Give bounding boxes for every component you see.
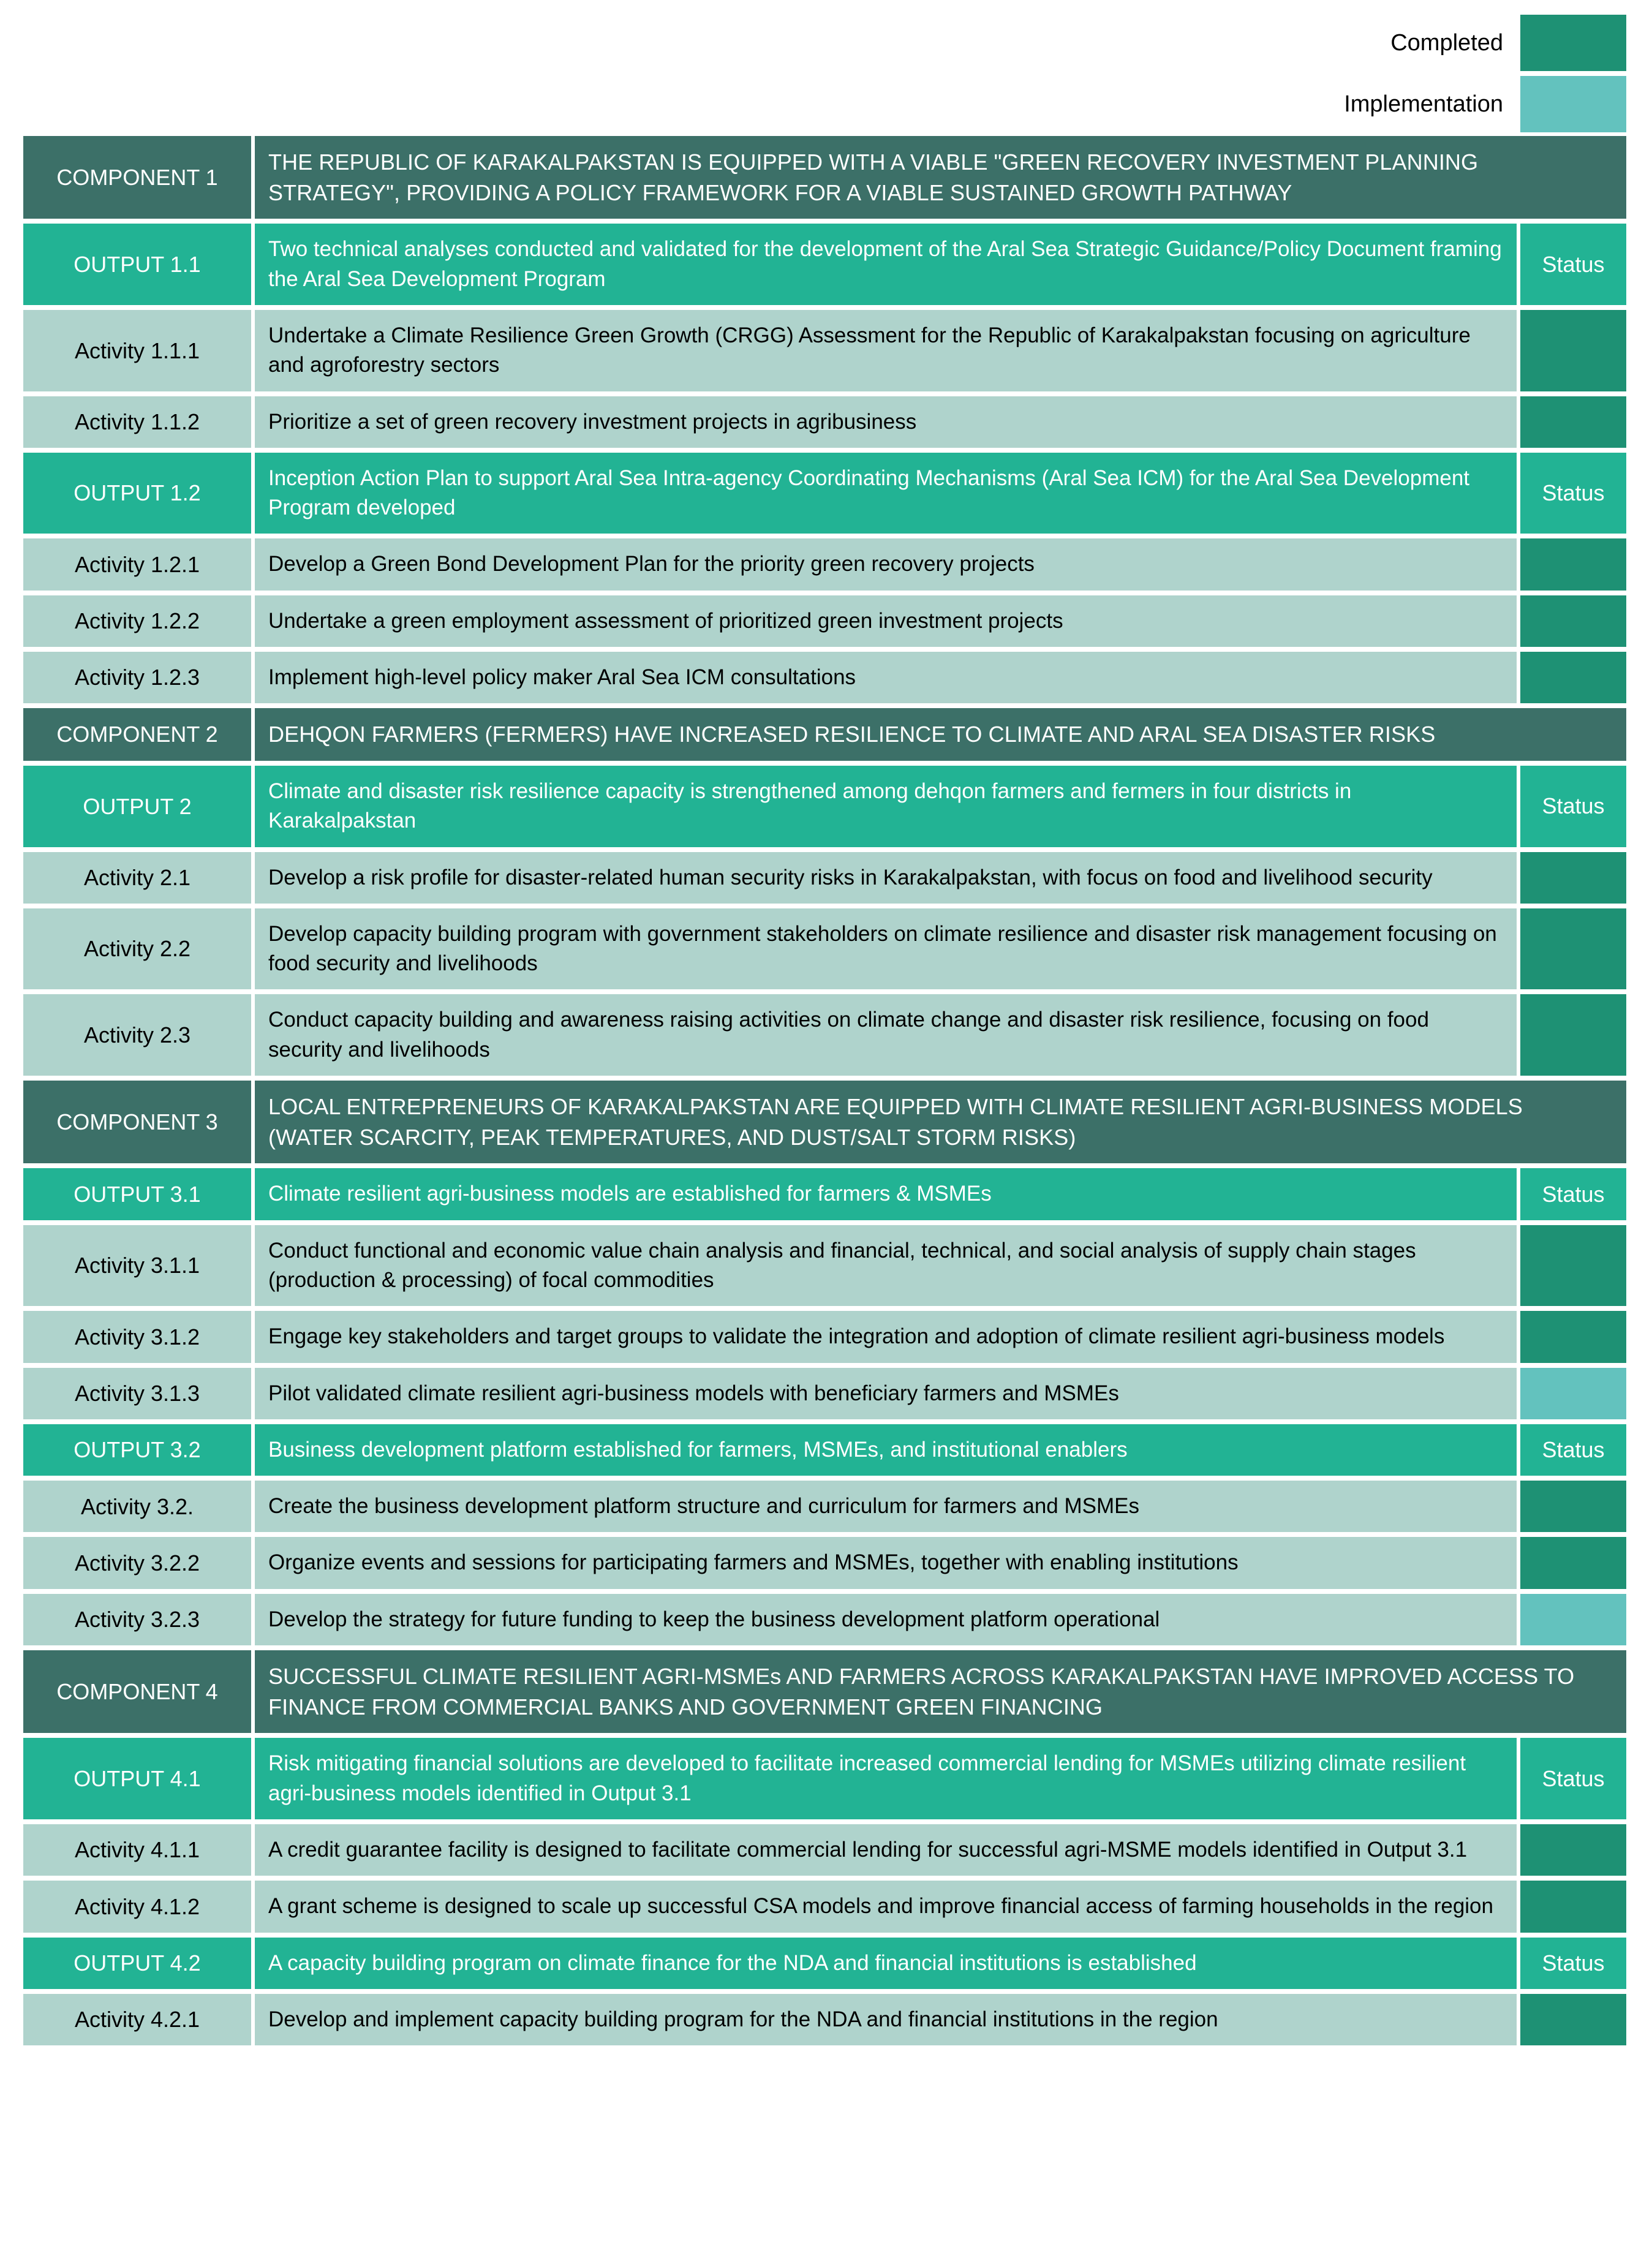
- table-row: [23, 538, 1626, 590]
- component-label-cell: COMPONENT 1: [23, 136, 251, 219]
- legend-item-completed: [0, 12, 1626, 74]
- legend-swatch-completed: [1520, 15, 1626, 71]
- component-description-cell: THE REPUBLIC OF KARAKALPAKSTAN IS EQUIPPED WITH A VIABLE "GREEN RECOVERY INVESTMENT PLANNING STRATEGY", PROVIDING A POLICY FRAMEWORK FOR A VIABLE SUSTAINED GROWTH PATHWAY: [255, 136, 1626, 219]
- table-row: [23, 994, 1626, 1076]
- output-description-cell: Two technical analyses conducted and validated for the development of the Aral Sea Strategic Guidance/Policy Document framing the Aral Sea Development Program: [255, 224, 1517, 305]
- results-framework-table: [23, 136, 1626, 2050]
- activity-description-cell: Develop the strategy for future funding to keep the business development platform operational: [255, 1594, 1517, 1645]
- activity-label-cell: Activity 3.2.2: [23, 1537, 251, 1588]
- activity-label-cell: Activity 2.1: [23, 852, 251, 904]
- status-badge: [1520, 1311, 1626, 1362]
- activity-description-cell: A grant scheme is designed to scale up successful CSA models and improve financial access of farming households in the region: [255, 1881, 1517, 1932]
- status-legend: [0, 0, 1626, 135]
- output-label-cell: OUTPUT 4.2: [23, 1938, 251, 1989]
- activity-label-cell: Activity 4.1.2: [23, 1881, 251, 1932]
- status-badge: [1520, 1225, 1626, 1307]
- output-description-cell: Climate resilient agri-business models are established for farmers & MSMEs: [255, 1168, 1517, 1220]
- component-description-cell: DEHQON FARMERS (FERMERS) HAVE INCREASED RESILIENCE TO CLIMATE AND ARAL SEA DISASTER RISKS: [255, 708, 1626, 761]
- activity-label-cell: Activity 3.2.3: [23, 1594, 251, 1645]
- status-badge: [1520, 1537, 1626, 1588]
- table-row: [23, 1481, 1626, 1532]
- activity-description-cell: Prioritize a set of green recovery investment projects in agribusiness: [255, 396, 1517, 448]
- activity-label-cell: Activity 4.2.1: [23, 1994, 251, 2045]
- status-badge: [1520, 396, 1626, 448]
- table-row: [23, 908, 1626, 990]
- table-row: [23, 1537, 1626, 1588]
- table-row: [23, 595, 1626, 647]
- status-badge: [1520, 538, 1626, 590]
- table-row: [23, 1168, 1626, 1220]
- activity-label-cell: Activity 3.2.: [23, 1481, 251, 1532]
- activity-description-cell: Develop a Green Bond Development Plan for the priority green recovery projects: [255, 538, 1517, 590]
- table-row: [23, 136, 1626, 219]
- activity-description-cell: Pilot validated climate resilient agri-business models with beneficiary farmers and MSMEs: [255, 1368, 1517, 1419]
- status-badge: [1520, 852, 1626, 904]
- table-row: [23, 708, 1626, 761]
- output-description-cell: A capacity building program on climate finance for the NDA and financial institutions is established: [255, 1938, 1517, 1989]
- activity-label-cell: Activity 1.2.2: [23, 595, 251, 647]
- activity-label-cell: Activity 2.3: [23, 994, 251, 1076]
- table-row: [23, 1738, 1626, 1819]
- table-row: [23, 396, 1626, 448]
- status-badge: [1520, 595, 1626, 647]
- activity-description-cell: Create the business development platform structure and curriculum for farmers and MSMEs: [255, 1481, 1517, 1532]
- status-header-cell: Status: [1520, 1424, 1626, 1476]
- activity-label-cell: Activity 1.1.2: [23, 396, 251, 448]
- output-description-cell: Business development platform established for farmers, MSMEs, and institutional enablers: [255, 1424, 1517, 1476]
- activity-description-cell: Develop capacity building program with government stakeholders on climate resilience and disaster risk management focusing on food security and livelihoods: [255, 908, 1517, 990]
- legend-label-completed: Completed: [1390, 30, 1503, 56]
- component-description-cell: LOCAL ENTREPRENEURS OF KARAKALPAKSTAN ARE EQUIPPED WITH CLIMATE RESILIENT AGRI-BUSINESS MODELS (WATER SCARCITY, PEAK TEMPERATURES, AND DUST/SALT STORM RISKS): [255, 1081, 1626, 1163]
- status-badge: [1520, 1594, 1626, 1645]
- status-badge: [1520, 908, 1626, 990]
- table-row: [23, 1650, 1626, 1733]
- activity-label-cell: Activity 1.2.3: [23, 652, 251, 703]
- status-header-cell: Status: [1520, 1738, 1626, 1819]
- output-label-cell: OUTPUT 4.1: [23, 1738, 251, 1819]
- activity-label-cell: Activity 3.1.1: [23, 1225, 251, 1307]
- table-row: [23, 453, 1626, 534]
- status-badge: [1520, 1994, 1626, 2045]
- output-label-cell: OUTPUT 2: [23, 766, 251, 847]
- status-header-cell: Status: [1520, 766, 1626, 847]
- table-row: [23, 224, 1626, 305]
- table-row: [23, 1881, 1626, 1932]
- status-badge: [1520, 310, 1626, 391]
- component-label-cell: COMPONENT 2: [23, 708, 251, 761]
- status-badge: [1520, 994, 1626, 1076]
- activity-description-cell: Implement high-level policy maker Aral Sea ICM consultations: [255, 652, 1517, 703]
- status-badge: [1520, 1368, 1626, 1419]
- table-row: [23, 1824, 1626, 1876]
- output-label-cell: OUTPUT 1.1: [23, 224, 251, 305]
- activity-description-cell: Develop and implement capacity building program for the NDA and financial institutions in the region: [255, 1994, 1517, 2045]
- legend-swatch-implementation: [1520, 76, 1626, 132]
- activity-label-cell: Activity 3.1.3: [23, 1368, 251, 1419]
- status-header-cell: Status: [1520, 1168, 1626, 1220]
- activity-description-cell: Conduct functional and economic value chain analysis and financial, technical, and social analysis of supply chain stages (production & processing) of focal commodities: [255, 1225, 1517, 1307]
- status-header-cell: Status: [1520, 224, 1626, 305]
- table-row: [23, 1311, 1626, 1362]
- status-badge: [1520, 1481, 1626, 1532]
- activity-label-cell: Activity 4.1.1: [23, 1824, 251, 1876]
- status-badge: [1520, 1881, 1626, 1932]
- output-description-cell: Inception Action Plan to support Aral Sea Intra-agency Coordinating Mechanisms (Aral Sea ICM) for the Aral Sea Development Program developed: [255, 453, 1517, 534]
- legend-label-implementation: Implementation: [1344, 91, 1503, 117]
- table-row: [23, 310, 1626, 391]
- output-label-cell: OUTPUT 1.2: [23, 453, 251, 534]
- status-header-cell: Status: [1520, 453, 1626, 534]
- activity-description-cell: Conduct capacity building and awareness raising activities on climate change and disaster risk resilience, focusing on food security and livelihoods: [255, 994, 1517, 1076]
- status-badge: [1520, 652, 1626, 703]
- activity-label-cell: Activity 1.2.1: [23, 538, 251, 590]
- table-row: [23, 1081, 1626, 1163]
- table-row: [23, 766, 1626, 847]
- activity-description-cell: Engage key stakeholders and target groups to validate the integration and adoption of climate resilient agri-business models: [255, 1311, 1517, 1362]
- table-row: [23, 1225, 1626, 1307]
- activity-label-cell: Activity 2.2: [23, 908, 251, 990]
- status-badge: [1520, 1824, 1626, 1876]
- activity-description-cell: Organize events and sessions for participating farmers and MSMEs, together with enabling institutions: [255, 1537, 1517, 1588]
- activity-description-cell: Undertake a Climate Resilience Green Growth (CRGG) Assessment for the Republic of Karakalpakstan focusing on agriculture and agroforestry sectors: [255, 310, 1517, 391]
- component-label-cell: COMPONENT 4: [23, 1650, 251, 1733]
- activity-description-cell: Develop a risk profile for disaster-related human security risks in Karakalpakstan, with focus on food and livelihood security: [255, 852, 1517, 904]
- activity-label-cell: Activity 3.1.2: [23, 1311, 251, 1362]
- component-description-cell: SUCCESSFUL CLIMATE RESILIENT AGRI-MSMEs AND FARMERS ACROSS KARAKALPAKSTAN HAVE IMPROVED ACCESS TO FINANCE FROM COMMERCIAL BANKS AND GOVERNMENT GREEN FINANCING: [255, 1650, 1626, 1733]
- activity-description-cell: A credit guarantee facility is designed to facilitate commercial lending for successful agri-MSME models identified in Output 3.1: [255, 1824, 1517, 1876]
- activity-description-cell: Undertake a green employment assessment of prioritized green investment projects: [255, 595, 1517, 647]
- table-row: [23, 652, 1626, 703]
- component-label-cell: COMPONENT 3: [23, 1081, 251, 1163]
- activity-label-cell: Activity 1.1.1: [23, 310, 251, 391]
- table-row: [23, 1994, 1626, 2045]
- legend-item-implementation: [0, 74, 1626, 135]
- table-row: [23, 1368, 1626, 1419]
- output-label-cell: OUTPUT 3.1: [23, 1168, 251, 1220]
- output-label-cell: OUTPUT 3.2: [23, 1424, 251, 1476]
- status-header-cell: Status: [1520, 1938, 1626, 1989]
- output-description-cell: Risk mitigating financial solutions are developed to facilitate increased commercial lending for MSMEs utilizing climate resilient agri-business models identified in Output 3.1: [255, 1738, 1517, 1819]
- output-description-cell: Climate and disaster risk resilience capacity is strengthened among dehqon farmers and fermers in four districts in Karakalpakstan: [255, 766, 1517, 847]
- table-row: [23, 1424, 1626, 1476]
- table-row: [23, 1938, 1626, 1989]
- table-row: [23, 1594, 1626, 1645]
- table-row: [23, 852, 1626, 904]
